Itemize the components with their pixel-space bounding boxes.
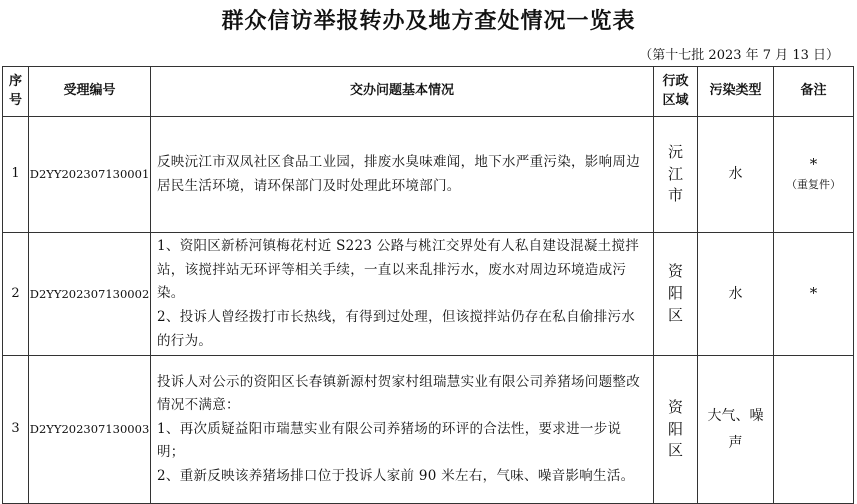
table-row: [3, 356, 854, 504]
row-pollution: 水: [698, 233, 774, 356]
header-no: 序号: [3, 67, 29, 117]
note-extra: （重复件）: [786, 178, 841, 192]
row-no: 1: [3, 117, 29, 233]
note-star: *: [809, 284, 818, 303]
row-id: D2YY202307130002: [29, 233, 151, 356]
complaints-table: [2, 66, 854, 504]
row-id: D2YY202307130003: [29, 356, 151, 504]
row-note: [774, 233, 854, 356]
header-id: 受理编号: [29, 67, 151, 117]
row-desc: [151, 233, 654, 356]
row-desc: [151, 356, 654, 504]
desc-line: 2、重新反映该养猪场排口位于投诉人家前 90 米左右，气味、噪音影响生活。: [157, 468, 635, 485]
header-note: 备注: [774, 67, 854, 117]
row-pollution: 水: [698, 117, 774, 233]
row-desc: [151, 117, 654, 233]
table-row: [3, 233, 854, 356]
row-area: 资阳区: [654, 233, 698, 356]
desc-line: 反映沅江市双凤社区食品工业园，排废水臭味难闻，地下水严重污染，影响周边居民生活环境，请环保部门及时处理此环境部门。: [157, 153, 640, 194]
row-pollution: 大气、噪声: [698, 356, 774, 504]
batch-date: （第十七批 2023 年 7 月 13 日）: [639, 48, 839, 63]
desc-line: 1、再次质疑益阳市瑞慧实业有限公司养猪场的环评的合法性，要求进一步说明；: [157, 420, 622, 461]
desc-line: 2、投诉人曾经拨打市长热线，有得到过处理，但该搅拌站仍存在私自偷排污水的行为。: [157, 308, 636, 349]
row-area: 资阳区: [654, 356, 698, 504]
desc-line: 1、资阳区新桥河镇梅花村近 S223 公路与桃江交界处有人私自建设混凝土搅拌站，该搅拌站无环评等相关手续，一直以来乱排污水，废水对周边环境造成污染。: [157, 238, 640, 302]
table-header-row: [3, 67, 854, 117]
row-area: 沅江市: [654, 117, 698, 233]
header-pollution: 污染类型: [698, 67, 774, 117]
row-no: 2: [3, 233, 29, 356]
row-id: D2YY202307130001: [29, 117, 151, 233]
row-note: [774, 117, 854, 233]
header-area: 行政区域: [654, 67, 698, 117]
header-desc: 交办问题基本情况: [151, 67, 654, 117]
row-no: 3: [3, 356, 29, 504]
table-row: [3, 117, 854, 233]
page-title: 群众信访举报转办及地方查处情况一览表: [221, 8, 636, 34]
desc-line: 投诉人对公示的资阳区长春镇新源村贺家村组瑞慧实业有限公司养猪场问题整改情况不满意：: [157, 373, 640, 414]
note-star: *: [809, 155, 818, 174]
row-note: [774, 356, 854, 504]
